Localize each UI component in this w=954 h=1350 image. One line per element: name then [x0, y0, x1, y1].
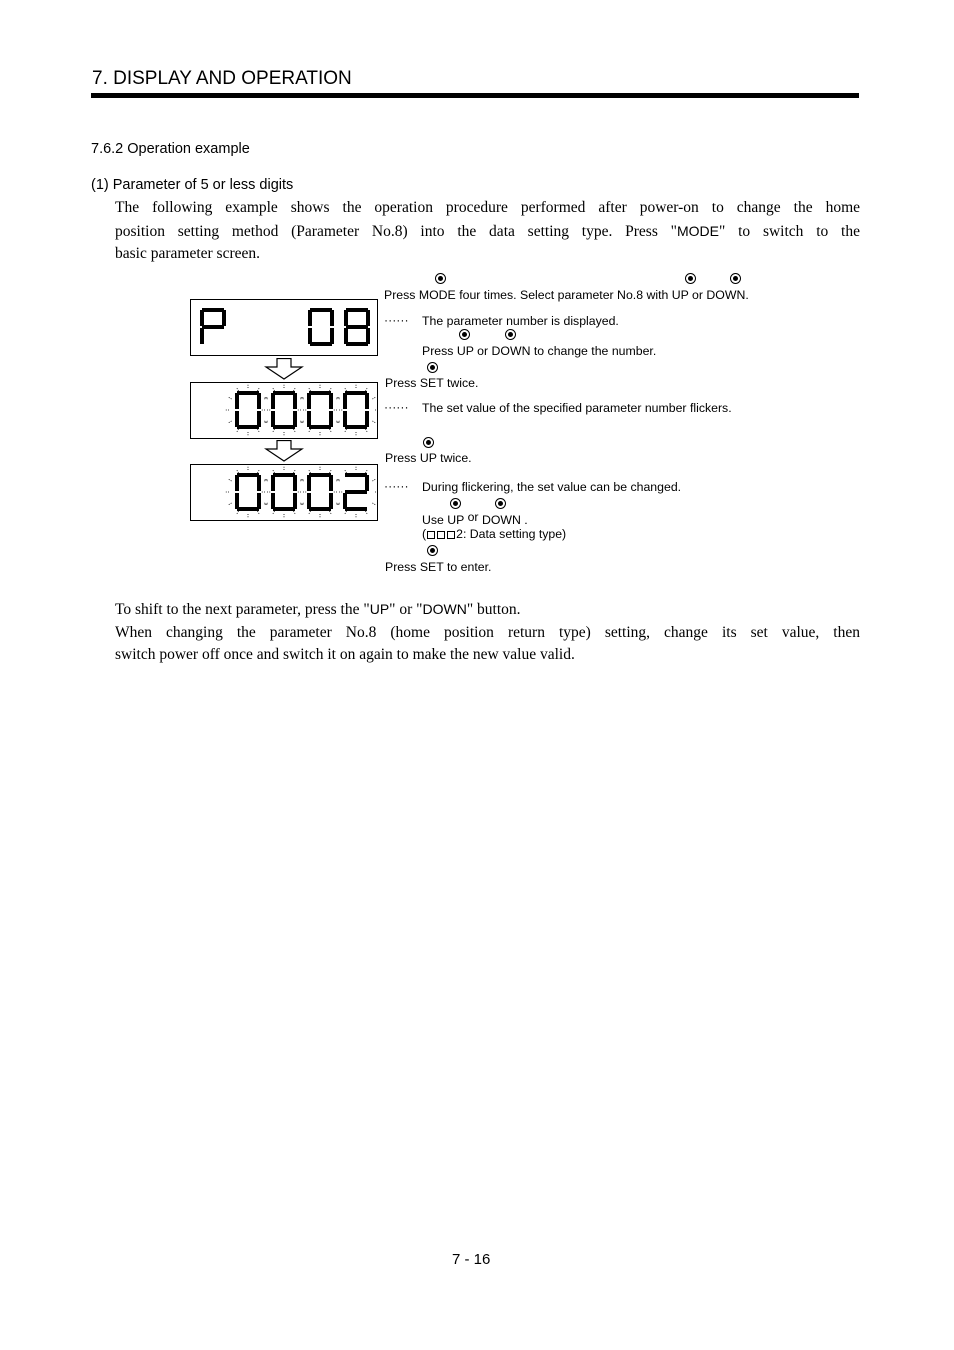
flicker-ray	[345, 511, 347, 514]
digit-segment	[235, 475, 239, 491]
digit-segment	[308, 310, 312, 326]
note-data-setting-type: ( 2: Data setting type)	[422, 527, 567, 541]
dotted-leader: ······	[384, 400, 409, 414]
outro-line: When changing the parameter No.8 (home position return type) setting, change its set value, then	[115, 623, 860, 641]
digit-segment	[257, 393, 261, 409]
flicker-ray	[366, 469, 368, 472]
digit-segment	[346, 342, 368, 346]
digit-segment	[345, 425, 367, 429]
flicker-ray	[330, 469, 332, 472]
flicker-ray	[294, 511, 296, 514]
flicker-ray	[366, 511, 368, 514]
digit-segment	[346, 325, 368, 329]
digit-segment	[237, 473, 259, 477]
digit-segment	[346, 308, 368, 312]
digit-segment	[366, 328, 370, 344]
intro-paragraph	[115, 197, 860, 266]
note-during-flickering: During flickering, the set value can be changed.	[422, 480, 682, 494]
chapter-header: 7. DISPLAY AND OPERATION	[92, 68, 352, 89]
down-button-icon	[730, 273, 741, 284]
flicker-ray	[273, 511, 275, 514]
hollow-down-arrow-icon	[264, 440, 304, 462]
digit-segment	[257, 411, 261, 427]
outro-paragraph	[115, 598, 860, 667]
blank-digit-box	[427, 531, 435, 539]
digit-segment	[309, 391, 331, 395]
display-set-value-flicker	[190, 382, 378, 439]
digit-segment	[329, 393, 333, 409]
digit-segment	[343, 393, 347, 409]
digit-segment	[235, 493, 239, 509]
digit-segment	[330, 310, 334, 326]
dotted-leader: ······	[384, 479, 409, 493]
up-button-icon	[459, 329, 470, 340]
flicker-ray	[237, 387, 239, 390]
blank-digit-box	[437, 531, 445, 539]
digit-segment	[308, 328, 312, 344]
flicker-ray	[237, 429, 239, 432]
down-button-icon	[505, 329, 516, 340]
flicker-ray	[366, 387, 368, 390]
digit-segment	[345, 473, 367, 477]
flicker-ray	[237, 511, 239, 514]
digit-segment	[271, 393, 275, 409]
flicker-ray	[309, 469, 311, 472]
digit-segment	[257, 475, 261, 491]
intro-line: position setting method (Parameter No.8) into the data setting type. Press "MODE" to switch to the	[115, 222, 860, 240]
set-button-icon	[427, 362, 438, 373]
flicker-ray	[345, 429, 347, 432]
digit-segment	[329, 411, 333, 427]
digit-segment	[271, 475, 275, 491]
digit-segment	[329, 475, 333, 491]
digit-segment	[307, 475, 311, 491]
outro-line: switch power off once and switch it on again to make the new value valid.	[115, 646, 575, 663]
digit-segment	[273, 391, 295, 395]
up-button-icon	[685, 273, 696, 284]
digit-segment	[271, 411, 275, 427]
digit-segment	[271, 493, 275, 509]
step-press-set-enter: Press SET to enter.	[385, 560, 492, 574]
note-value-flickers: The set value of the specified parameter number flickers.	[422, 401, 732, 415]
digit-segment	[343, 493, 347, 509]
digit-segment	[345, 490, 367, 494]
flicker-ray	[273, 387, 275, 390]
blank-digit-box	[447, 531, 455, 539]
subsection-title: (1) Parameter of 5 or less digits	[91, 177, 294, 193]
display-changed-value-flicker	[190, 464, 378, 521]
digit-segment	[309, 425, 331, 429]
dotted-leader: ······	[384, 313, 409, 327]
seven-segment-readout	[191, 300, 377, 355]
digit-segment	[309, 473, 331, 477]
flicker-ray	[372, 397, 375, 399]
flicker-ray	[237, 469, 239, 472]
digit-segment	[330, 328, 334, 344]
step-press-up-twice: Press UP twice.	[385, 451, 472, 465]
digit-segment	[310, 342, 332, 346]
flicker-ray	[258, 469, 260, 472]
mode-button-icon	[435, 273, 446, 284]
flicker-ray	[228, 397, 231, 399]
step-press-set-twice: Press SET twice.	[385, 376, 479, 390]
digit-segment	[235, 411, 239, 427]
digit-segment	[293, 411, 297, 427]
header-rule	[91, 93, 859, 98]
digit-segment	[345, 391, 367, 395]
digit-segment	[307, 393, 311, 409]
flicker-ray	[372, 479, 375, 481]
flicker-ray	[366, 429, 368, 432]
hollow-down-arrow-icon	[264, 358, 304, 380]
flicker-ray	[330, 511, 332, 514]
digit-segment	[293, 393, 297, 409]
flicker-ray	[330, 429, 332, 432]
intro-line: basic parameter screen.	[115, 245, 261, 262]
flicker-ray	[294, 387, 296, 390]
digit-segment	[366, 310, 370, 326]
flicker-ray	[228, 479, 231, 481]
digit-segment	[237, 425, 259, 429]
flicker-ray	[309, 511, 311, 514]
display-param-number	[190, 299, 378, 356]
down-button-icon	[495, 498, 506, 509]
digit-segment	[329, 493, 333, 509]
flicker-ray	[372, 503, 375, 505]
flicker-ray	[294, 469, 296, 472]
seven-segment-readout	[191, 465, 377, 520]
flicker-ray	[258, 511, 260, 514]
flicker-ray	[228, 421, 231, 423]
digit-segment	[365, 393, 369, 409]
digit-segment	[307, 493, 311, 509]
intro-line: The following example shows the operation procedure performed after power-on to change the home	[115, 199, 860, 216]
flicker-ray	[273, 469, 275, 472]
flicker-ray	[345, 469, 347, 472]
digit-segment	[365, 411, 369, 427]
digit-segment	[273, 507, 295, 511]
digit-segment	[344, 310, 348, 326]
flicker-ray	[309, 387, 311, 390]
up-button-icon	[450, 498, 461, 509]
digit-segment	[307, 411, 311, 427]
seven-segment-readout	[191, 383, 377, 438]
digit-segment	[365, 475, 369, 491]
digit-segment	[200, 328, 204, 344]
flicker-ray	[258, 429, 260, 432]
digit-segment	[343, 411, 347, 427]
step-change-number: Press UP or DOWN to change the number.	[422, 344, 657, 358]
digit-segment	[257, 493, 261, 509]
note-param-displayed: The parameter number is displayed.	[422, 314, 619, 328]
digit-segment	[235, 393, 239, 409]
flicker-ray	[309, 429, 311, 432]
flicker-ray	[372, 421, 375, 423]
flicker-ray	[258, 387, 260, 390]
digit-segment	[293, 475, 297, 491]
digit-segment	[293, 493, 297, 509]
up-button-icon	[423, 437, 434, 448]
digit-segment	[273, 425, 295, 429]
digit-segment	[200, 310, 204, 326]
flicker-ray	[345, 387, 347, 390]
section-title: 7.6.2 Operation example	[91, 141, 250, 157]
digit-segment	[237, 391, 259, 395]
outro-line: To shift to the next parameter, press the "UP" or "DOWN" button.	[115, 601, 521, 618]
digit-segment	[237, 507, 259, 511]
digit-segment	[202, 325, 224, 329]
set-button-icon	[427, 545, 438, 556]
digit-segment	[222, 310, 226, 326]
digit-segment	[344, 328, 348, 344]
flicker-ray	[294, 429, 296, 432]
flicker-ray	[273, 429, 275, 432]
page-number: 7 - 16	[452, 1251, 491, 1268]
digit-segment	[202, 308, 224, 312]
digit-segment	[273, 473, 295, 477]
flicker-ray	[228, 503, 231, 505]
flicker-ray	[330, 387, 332, 390]
digit-segment	[345, 507, 367, 511]
step-use-up-down: Use UP or DOWN .	[422, 510, 528, 527]
digit-segment	[310, 308, 332, 312]
digit-segment	[309, 507, 331, 511]
step-press-mode: Press MODE four times. Select parameter No.8 with UP or DOWN.	[384, 288, 749, 302]
